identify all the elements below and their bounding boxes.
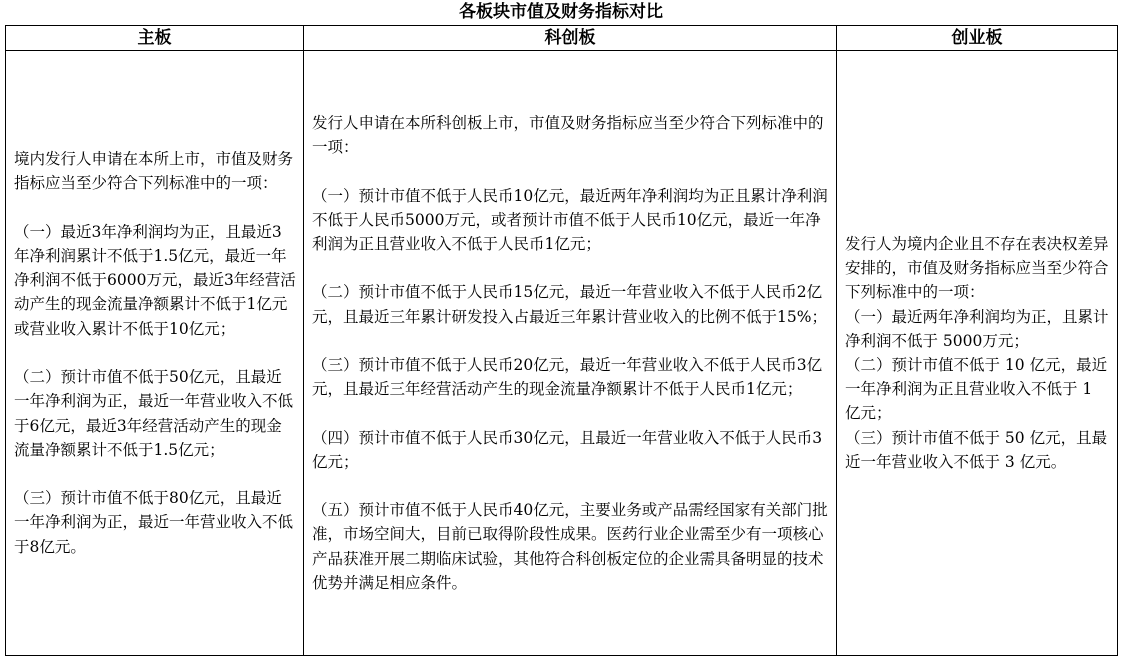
content-row [6,51,1118,656]
header-row [6,26,1118,51]
main-board-criteria: 境内发行人申请在本所上市，市值及财务指标应当至少符合下列标准中的一项： （一）最近3年净利润均为正，且最近3年净利润累计不低于1.5亿元，最近一年净利润不低于6000万元，最近3年经营活动产生的现金流量净额累计不低于1亿元或营业收入累计不低于10亿元； （二）预计市值不低于50亿元，且最近一年净利润为正，最近一年营业收入不低于6亿元，最近3年经营活动产生的现金流量净额累计不低于1.5亿元； （三）预计市值不低于80亿元，且最近一年净利润为正，最近一年营业收入不低于8亿元。 [14,150,296,556]
cell-star-market[interactable] [304,51,837,656]
header-main-board[interactable]: 主板 [6,26,304,51]
star-market-criteria: 发行人申请在本所科创板上市，市值及财务指标应当至少符合下列标准中的一项： （一）预计市值不低于人民币10亿元，最近两年净利润均为正且累计净利润不低于人民币5000万元，或者预计市值不低于人民币10亿元，最近一年净利润为正且营业收入不低于人民币1亿元； （二）预计市值不低于人民币15亿元，最近一年营业收入不低于人民币2亿元，且最近三年累计研发投入占最近三年累计营业收入的比例不低于15%； （三）预计市值不低于人民币20亿元，最近一年营业收入不低于人民币3亿元，且最近三年经营活动产生的现金流量净额累计不低于人民币1亿元； （四）预计市值不低于人民币30亿元，且最近一年营业收入不低于人民币3亿元； （五）预计市值不低于人民币40亿元，主要业务或产品需经国家有关部门批准，市场空间大，目前已取得阶段性成果。医药行业企业需至少有一项核心产品获准开展二期临床试验，其他符合科创板定位的企业需具备明显的技术优势并满足相应条件。 [312,113,828,592]
header-chinext[interactable]: 创业板 [837,26,1118,51]
table-title: 各板块市值及财务指标对比 [459,2,663,22]
chinext-criteria: 发行人为境内企业且不存在表决权差异安排的，市值及财务指标应当至少符合下列标准中的一项： （一）最近两年净利润均为正，且累计净利润不低于 5000万元； （二）预计市值不低于 10 亿元，最近一年净利润为正且营业收入不低于 1 亿元； （三）预计市值不低于 50 亿元，且最近一年营业收入不低于 3 亿元。 [845,234,1109,471]
cell-chinext[interactable] [837,51,1118,656]
cell-main-board[interactable] [6,51,304,656]
comparison-table [5,25,1118,656]
header-star-market[interactable]: 科创板 [304,26,837,51]
